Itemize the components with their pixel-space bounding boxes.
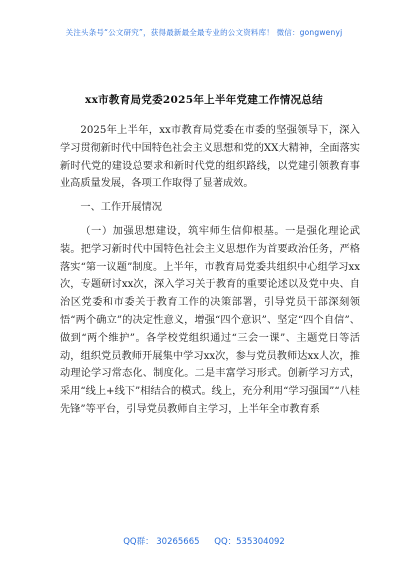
footer-contact	[0, 535, 408, 547]
section-heading: 一、工作开展情况	[80, 202, 162, 214]
section-paragraph: （一）加强思想建设，筑牢师生信仰根基。一是强化理论武装。把学习新时代中国特色社会主义思想作为首要政治任务，严格落实“第一议题”制度。上半年，市教育局党委共组织中心组学习xx次，专题研讨xx次，深入学习关于教育的重要论述以及党中央、自治区党委和市委关于教育工作的决策部署，引导党员干部深刻领悟“两个确立”的决定性意义，增强“四个意识”、坚定“四个自信”、做到“两个维护”。各学校党组织通过“三会一课”、主题党日等活动，组织党员教师开展集中学习xx次，参与党员教师达xx人次，推动理论学习常态化、制度化。二是丰富学习形式。创新学习方式，采用“线上+线下”相结合的模式。线上，充分利用“学习强国”“八桂先锋”等平台，引导党员教师自主学习，上半年全市教育系	[60, 225, 360, 415]
document-body	[60, 122, 360, 425]
qq-number-text: QQ：535304092	[214, 537, 285, 547]
intro-paragraph: 2025年上半年，xx市教育局党委在市委的坚强领导下，深入学习贯彻新时代中国特色社会主义思想和党的XX大精神，全面落实新时代党的建设总要求和新时代党的组织路线，以党建引领教育事业高质量发展，各项工作取得了显著成效。	[60, 125, 360, 190]
document-title: xx市教育局党委2025年上半年党建工作情况总结	[85, 94, 323, 106]
qq-group-text: QQ群： 30265665	[123, 537, 200, 547]
header-promo-note: 关注头条号“公文研究”，获得最新最全最专业的公文资料库！ 微信：gongwenyj	[65, 28, 343, 37]
